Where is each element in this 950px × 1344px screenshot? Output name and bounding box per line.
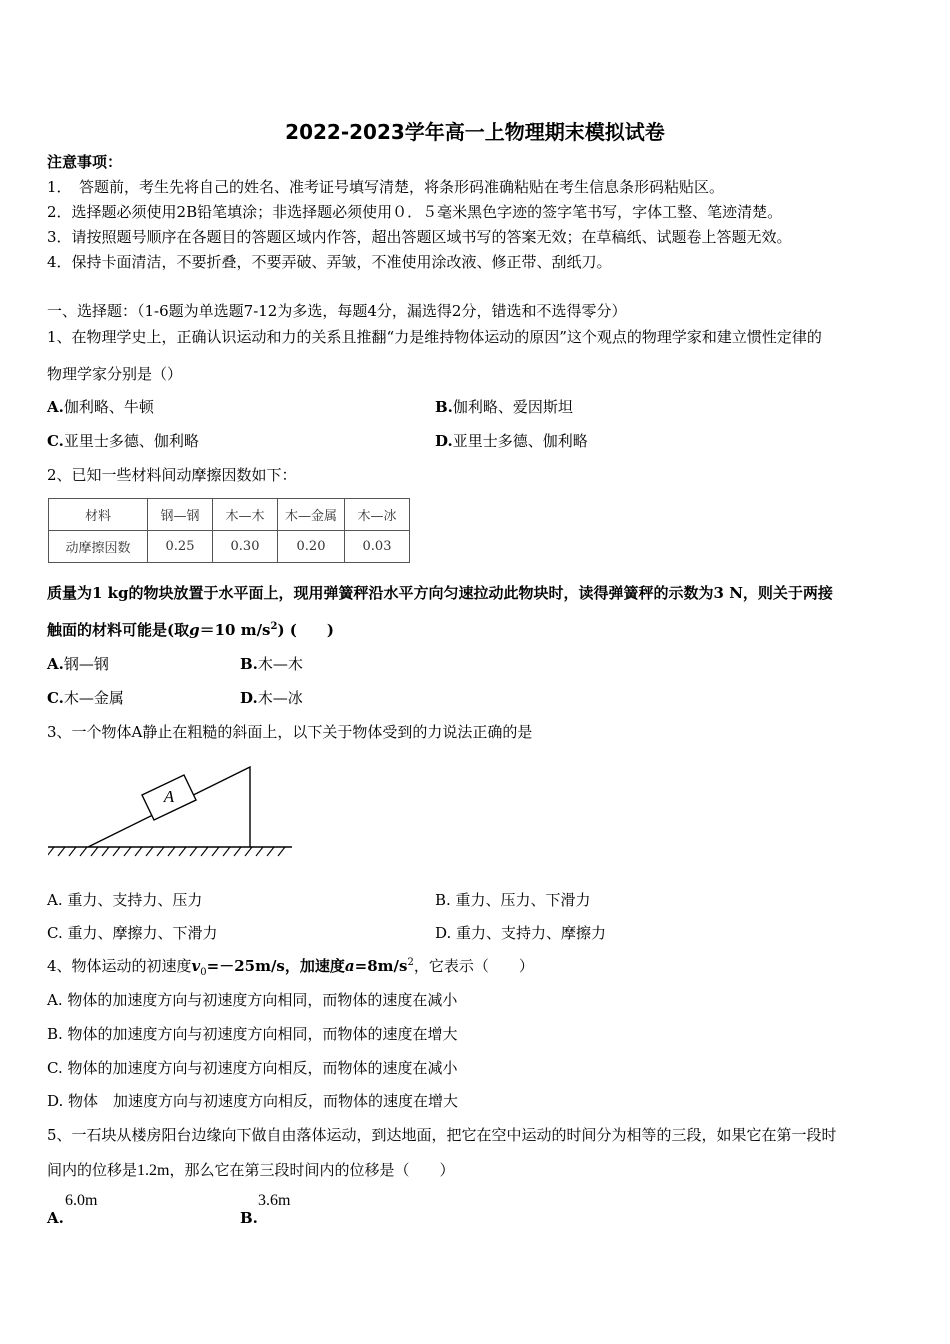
hatch-mark [168, 847, 175, 856]
section-heading: 一、选择题：（1-6题为单选题7-12为多选，每题4分，漏选得2分，错选和不选得零分） [47, 302, 627, 320]
q3-stem: 3、一个物体A静止在粗糙的斜面上，以下关于物体受到的力说法正确的是 [47, 723, 533, 741]
q1-option-a: A.伽利略、牛顿 [47, 398, 154, 416]
hatch-mark [201, 847, 208, 856]
hatch-mark [48, 847, 54, 856]
hatch-mark [234, 847, 241, 856]
q1-option-c: C.亚里士多德、伽利略 [47, 432, 199, 450]
q4-stem: 4、物体运动的初速度$v_0=-25m/s$，加速度$a=8m/s^2$，它表示（ ） [47, 957, 534, 978]
hatch-mark [212, 847, 219, 856]
hatch-mark [223, 847, 230, 856]
q2-stem-line2: 触面的材料可能是(取g＝10 $m/s^2$) ( ) [47, 621, 334, 639]
q1-option-d: D.亚里士多德、伽利略 [435, 432, 588, 450]
table-cell: 0.25 [148, 531, 213, 563]
page-title: 2022-2023学年高一上物理期末模拟试卷 [285, 120, 665, 144]
hatch-mark [278, 847, 285, 856]
notice-item-1: 1． 答题前，考生先将自己的姓名、准考证号填写清楚，将条形码准确粘贴在考生信息条形码粘贴区。 [47, 178, 725, 196]
q4-option-d: D. 物体 加速度方向与初速度方向相反，而物体的速度在增大 [47, 1092, 459, 1110]
q3-option-a: A. 重力、支持力、压力 [47, 891, 203, 909]
hatch-mark [80, 847, 87, 856]
friction-table [48, 498, 410, 563]
q4-option-c: C. 物体的加速度方向与初速度方向相反，而物体的速度在减小 [47, 1059, 458, 1077]
hatch-mark [91, 847, 98, 856]
table-row [49, 531, 410, 563]
notice-item-2: 2．选择题必须使用2B铅笔填涂；非选择题必须使用０．５毫米黑色字迹的签字笔书写，字体工整、笔迹清楚。 [47, 203, 783, 221]
q2-option-a: A.钢—钢 [47, 655, 109, 673]
hatch-mark [102, 847, 109, 856]
hatch-mark [179, 847, 186, 856]
table-cell: 0.20 [278, 531, 345, 563]
hatch-mark [146, 847, 153, 856]
q2-stem-line1: 质量为1 kg的物块放置于水平面上，现用弹簧秤沿水平方向匀速拉动此物块时，读得弹簧秤的示数为3 N，则关于两接 [47, 584, 833, 602]
q5-option-a: 6.0m [65, 1192, 98, 1209]
q5-stem-line2: 间内的位移是1.2m，那么它在第三段时间内的位移是（ ） [47, 1161, 455, 1179]
q1-stem-line1: 1、在物理学史上，正确认识运动和力的关系且推翻“力是维持物体运动的原因”这个观点的物理学家和建立惯性定律的 [47, 328, 822, 346]
q2-option-c: C.木—金属 [47, 689, 124, 707]
q1-stem-line2: 物理学家分别是（） [47, 365, 183, 383]
q3-option-b: B. 重力、压力、下滑力 [435, 891, 591, 909]
table-cell: 钢—钢 [148, 499, 213, 531]
hatch-mark [69, 847, 76, 856]
q4-option-a: A. 物体的加速度方向与初速度方向相同，而物体的速度在减小 [47, 991, 458, 1009]
hatch-mark [124, 847, 131, 856]
hatch-mark [245, 847, 252, 856]
table-cell: 材料 [49, 499, 148, 531]
table-cell: 动摩擦因数 [49, 531, 148, 563]
q4-option-b: B. 物体的加速度方向与初速度方向相同，而物体的速度在增大 [47, 1025, 458, 1043]
hatch-mark [135, 847, 142, 856]
q3-option-c: C. 重力、摩擦力、下滑力 [47, 924, 218, 942]
table-cell: 木—木 [213, 499, 278, 531]
q5-option-a-label: A. [47, 1209, 64, 1227]
table-cell: 木—金属 [278, 499, 345, 531]
q2-intro: 2、已知一些材料间动摩擦因数如下： [47, 466, 297, 484]
hatch-mark [256, 847, 263, 856]
block-label: A [163, 787, 175, 806]
hatch-mark [157, 847, 164, 856]
table-cell: 0.30 [213, 531, 278, 563]
q1-option-b: B.伽利略、爱因斯坦 [435, 398, 573, 416]
notice-item-3: 3．请按照题号顺序在各题目的答题区域内作答，超出答题区域书写的答案无效；在草稿纸、试题卷上答题无效。 [47, 228, 792, 246]
hatch-mark [190, 847, 197, 856]
q5-stem-line1: 5、一石块从楼房阳台边缘向下做自由落体运动，到达地面，把它在空中运动的时间分为相等的三段，如果它在第一段时 [47, 1126, 837, 1144]
table-header-row [49, 499, 410, 531]
q5-option-b: 3.6m [258, 1192, 291, 1209]
q3-option-d: D. 重力、支持力、摩擦力 [435, 924, 607, 942]
notice-item-4: 4．保持卡面清洁，不要折叠，不要弄破、弄皱，不准使用涂改液、修正带、刮纸刀。 [47, 253, 612, 271]
notice-heading: 注意事项： [47, 153, 123, 171]
q2-option-b: B.木—木 [240, 655, 303, 673]
table-cell: 0.03 [345, 531, 410, 563]
table-cell: 木—冰 [345, 499, 410, 531]
ground-hatching [48, 847, 285, 856]
q5-option-b-label: B. [240, 1209, 258, 1227]
hatch-mark [113, 847, 120, 856]
incline-figure [48, 758, 298, 862]
hatch-mark [267, 847, 274, 856]
hatch-mark [58, 847, 65, 856]
q2-option-d: D.木—冰 [240, 689, 303, 707]
